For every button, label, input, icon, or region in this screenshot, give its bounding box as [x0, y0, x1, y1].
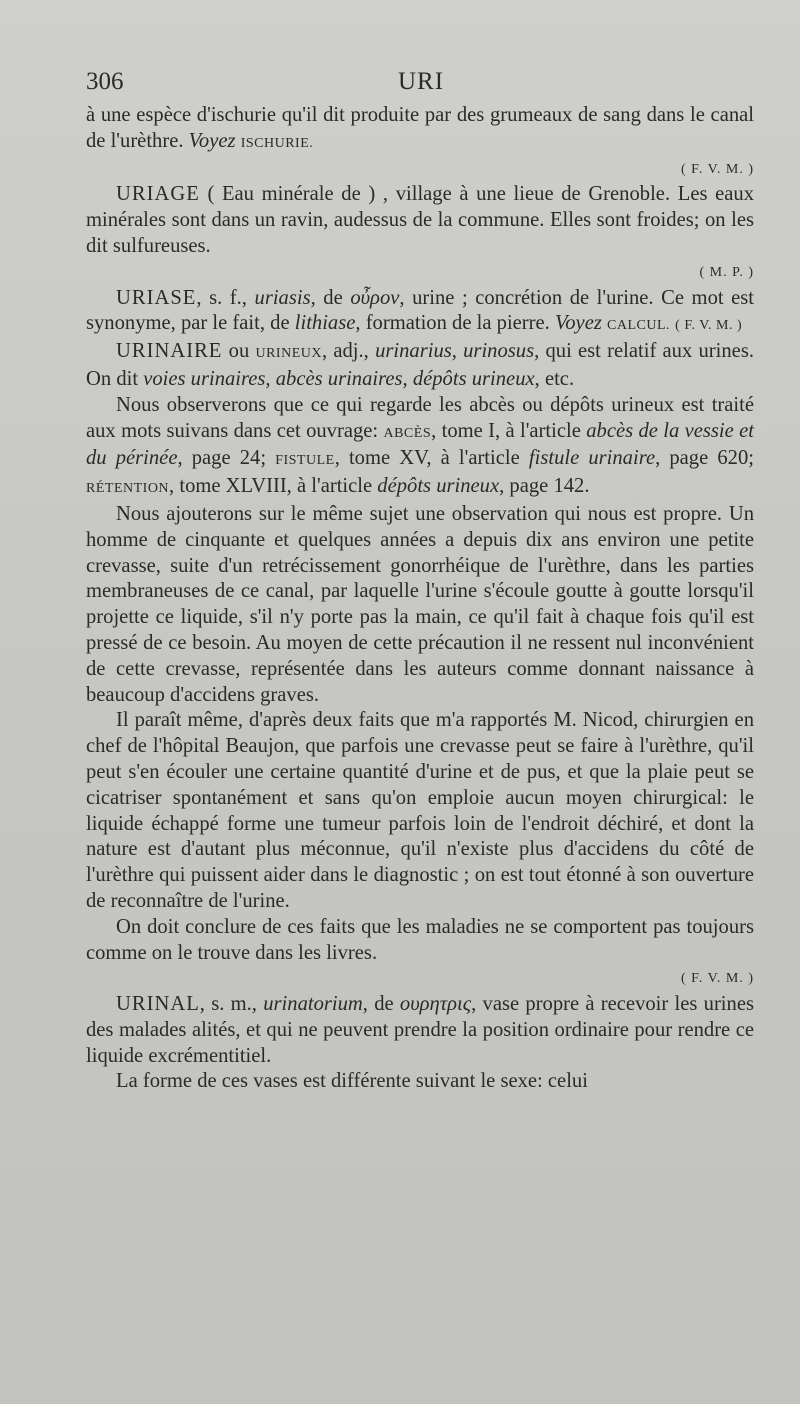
paragraph-conclusion: On doit conclure de ces faits que les maladies ne se comportent pas toujours comme on le trouve dans les livres.	[86, 915, 754, 964]
running-head: URI	[397, 68, 445, 95]
paragraph-observation-case: Nous ajouterons sur le même sujet une observation qui nous est propre. Un homme de cinquante et quelques années a depuis dix ans environ une petite crevasse, suite d'un retrécissement gonorrhéique de l'urèthre, dans les parties membraneuses de ce canal, par laquelle l'urine s'écoule goutte à goutte lorsqu'il projette ce liquide, s'il n'y porte pas la main, ce qu'il fait à chaque fois qu'il est pressé de ce besoin. Au moyen de cette précaution il ne ressent nul inconvénient de cette crevasse, représentée dans les auteurs comme donnant naissance à beaucoup d'accidens graves.	[86, 502, 754, 706]
cross-reference: CALCUL.	[607, 318, 671, 334]
entry-uriage: URIAGE ( Eau minérale de ) , village à une lieue de Grenoble. Les eaux minérales sont dans un ravin, audessus de la commune. Elles sont froides; on les dit sulfureuses.	[86, 183, 754, 257]
cross-reference: RÉTENTION	[86, 481, 170, 497]
paragraph-nicod: Il paraît même, d'après deux faits que m'a rapportés M. Nicod, chirurgien en chef de l'hôpital Beaujon, que parfois une crevasse peut se faire à l'urèthre, qu'il peut s'en écouler une certaine quantité d'urine et de pus, et que la plaie peut se cicatriser spontanément et sans qu'on emploie aucun moyen chirurgical: le liquide échappé forme une tumeur parfois loin de l'endroit déchiré, et dont la nature est d'autant plus méconnue, qu'il n'existe plus d'accidens du côté de l'urèthre qui puissent aider dans le diagnostic ; on est tout étonné à son ouverture de reconnaître de l'urine.	[86, 709, 754, 912]
cross-reference: ABCÈS	[383, 425, 432, 441]
headword: URINAL	[116, 993, 200, 1016]
page-header	[86, 68, 756, 100]
entry-uriase: URIASE, s. f., uriasis, de οὖρον, urine ; concrétion de l'urine. Ce mot est synonyme, par le fait, de lithiase, formation de la pierre. Voyez CALCUL. ( F. V. M. )	[86, 286, 755, 335]
paragraph-observations: Nous observerons que ce qui regarde les abcès ou dépôts urineux est traité aux mots suivans dans cet ouvrage: ABCÈS, tome I, à l'article abcès de la vessie et du périnée, page 24; FISTULE, tome XV, à l'article fistule urinaire, page 620; RÉTENTION, tome XLVIII, à l'article dépôts urineux, page 142.	[86, 393, 754, 498]
voyez-ref: Voyez	[188, 129, 236, 152]
author-signature: ( M. P. )	[699, 264, 754, 280]
page-number: 306	[86, 68, 124, 95]
author-signature: ( F. V. M. )	[681, 971, 754, 987]
headword: URIASE	[116, 286, 197, 309]
headword: URIAGE	[116, 183, 200, 206]
entry-urinaire: URINAIRE ou URINEUX, adj., urinarius, urinosus, qui est relatif aux urines. On dit voies urinaires, abcès urinaires, dépôts urineux, etc.	[86, 340, 754, 390]
paragraph-vessel-shape: La forme de ces vases est différente suivant le sexe: celui	[116, 1070, 588, 1093]
paragraph-continuation: à une espèce d'ischurie qu'il dit produite par des grumeaux de sang dans le canal de l'urèthre. Voyez ISCHURIE.	[86, 104, 754, 152]
voyez-ref: Voyez	[554, 312, 602, 335]
cross-reference: ISCHURIE.	[240, 135, 314, 151]
entry-urinal: URINAL, s. m., urinatorium, de ουρητρις, vase propre à recevoir les urines des malades alités, et qui ne peuvent prendre la position ordinaire pour rendre ce liquide excrémentitiel.	[86, 993, 754, 1067]
author-signature: ( F. V. M. )	[681, 161, 754, 177]
text-body	[86, 103, 754, 1095]
author-signature: ( F. V. M. )	[675, 318, 743, 334]
cross-reference: FISTULE	[275, 453, 335, 469]
headword: URINAIRE	[116, 340, 223, 363]
